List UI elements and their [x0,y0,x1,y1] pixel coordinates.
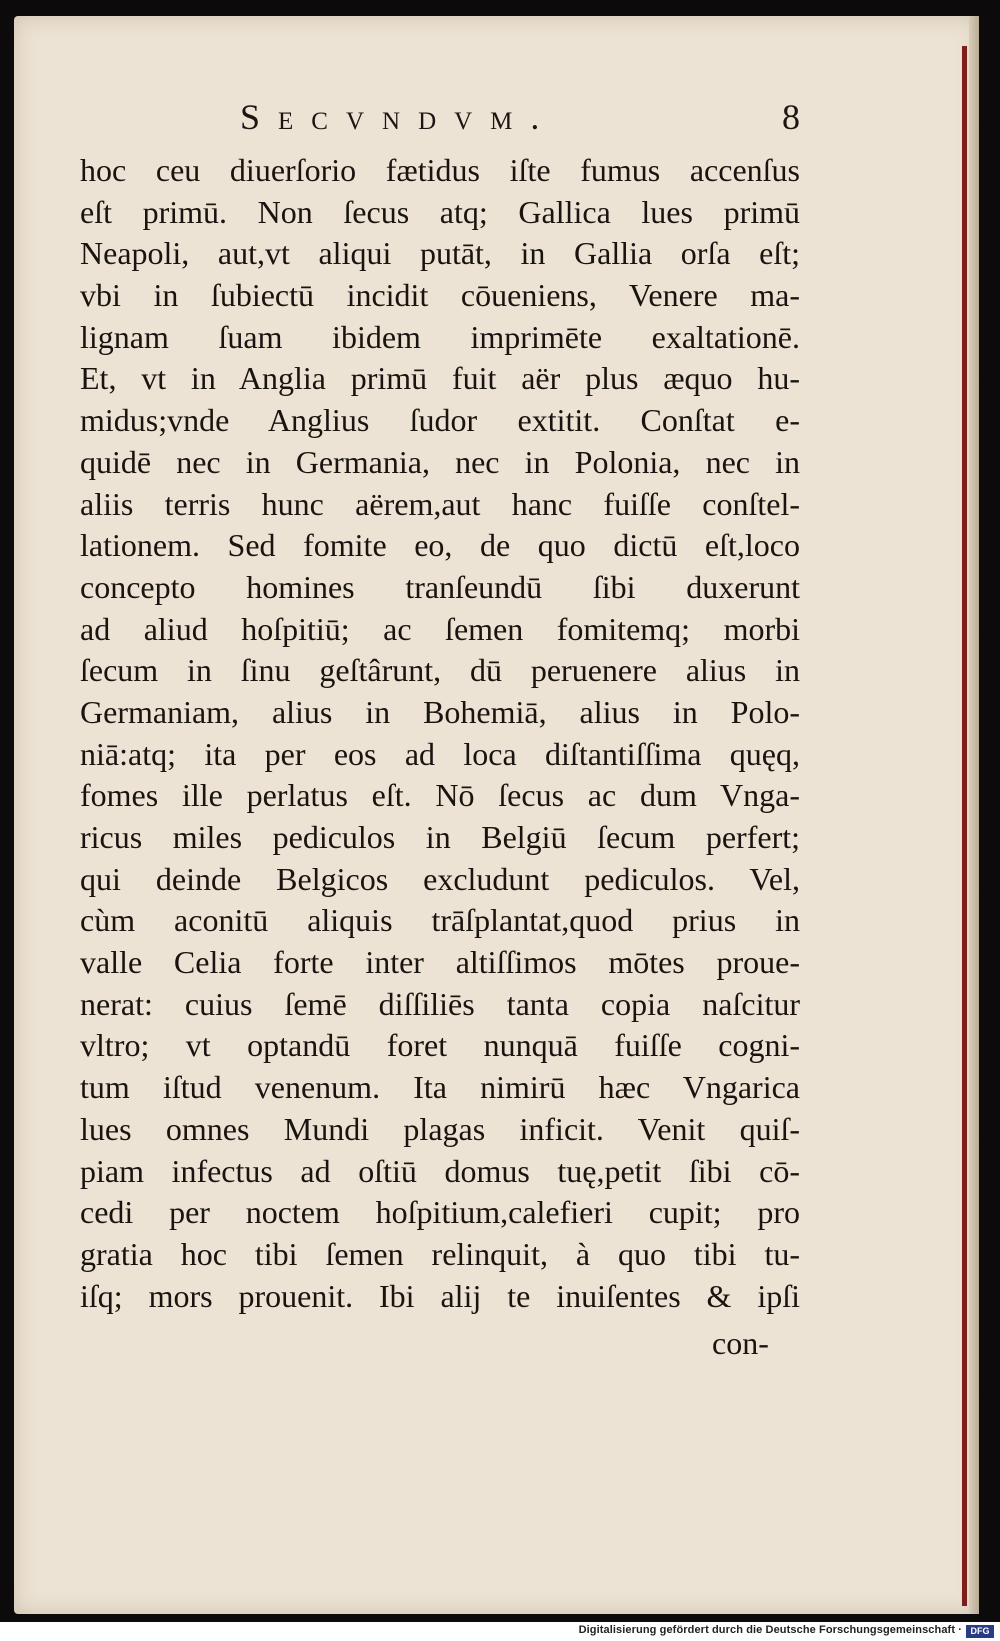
text-line: iſq; mors prouenit. Ibi alij te inuiſentes & ipſi [80,1277,800,1314]
footer-credit: Digitalisierung gefördert durch die Deutsche Forschungsgemeinschaft · [578,1624,962,1636]
text-line: quidē nec in Germania, nec in Polonia, nec in [80,443,800,480]
page-body-text [80,150,800,1317]
text-line: cùm aconitū aliquis trāſplantat,quod prius in [80,902,800,939]
text-line: ſecum in ſinu geſtârunt, dū peruenere alius in [80,652,800,689]
text-line: Germaniam, alius in Bohemiā, alius in Polo- [80,693,800,730]
text-line: concepto homines tranſeundū ſibi duxerunt [80,568,800,605]
page-number: 8 [782,97,800,137]
text-line: lignam ſuam ibidem imprimēte exaltationē. [80,318,800,355]
text-line: qui deinde Belgicos excludunt pediculos. Vel, [80,860,800,897]
text-line: ad aliud hoſpitiū; ac ſemen fomitemq; morbi [80,610,800,647]
text-line: cedi per noctem hoſpitium,calefieri cupit; pro [80,1194,800,1231]
text-line: Et, vt in Anglia primū fuit aër plus æquo hu- [80,360,800,397]
running-head [240,96,800,148]
text-line: lationem. Sed fomite eo, de quo dictū eſt,loco [80,527,800,564]
text-line: niā:atq; ita per eos ad loca diſtantiſſima quęq, [80,735,800,772]
digitization-footer [0,1622,1000,1641]
text-line: Neapoli, aut,vt aliqui putāt, in Gallia orſa eſt; [80,235,800,272]
text-line: nerat: cuius ſemē diſſiliēs tanta copia naſcitur [80,985,800,1022]
text-line: gratia hoc tibi ſemen relinquit, à quo tibi tu- [80,1235,800,1272]
text-line: vbi in ſubiectū incidit cōueniens, Venere ma- [80,277,800,314]
text-line: lues omnes Mundi plagas inficit. Venit quiſ- [80,1110,800,1147]
text-line: ricus miles pediculos in Belgiū ſecum perfert; [80,819,800,855]
text-line: fomes ille perlatus eſt. Nō ſecus ac dum Vnga- [80,777,800,814]
text-line: hoc ceu diuerſorio fætidus iſte fumus accenſus [80,152,800,188]
running-head-title: Secvndvm. [240,97,558,137]
text-line: valle Celia forte inter altiſſimos mōtes proue- [80,944,800,981]
catchword: con- [712,1325,769,1361]
text-line: vltro; vt optandū foret nunquā fuiſſe cogni- [80,1027,800,1064]
binding-strip [962,46,967,1606]
text-line: midus;vnde Anglius ſudor extitit. Conſtat e- [80,402,800,439]
text-line: tum iſtud venenum. Ita nimirū hæc Vngarica [80,1069,800,1106]
text-line: aliis terris hunc aërem,aut hanc fuiſſe conſtel- [80,485,800,522]
page-edge [969,16,979,1614]
text-line: eſt primū. Non ſecus atq; Gallica lues primū [80,193,800,230]
text-line: piam infectus ad oſtiū domus tuę,petit ſibi cō- [80,1152,800,1189]
dfg-logo: DFG [966,1625,994,1638]
